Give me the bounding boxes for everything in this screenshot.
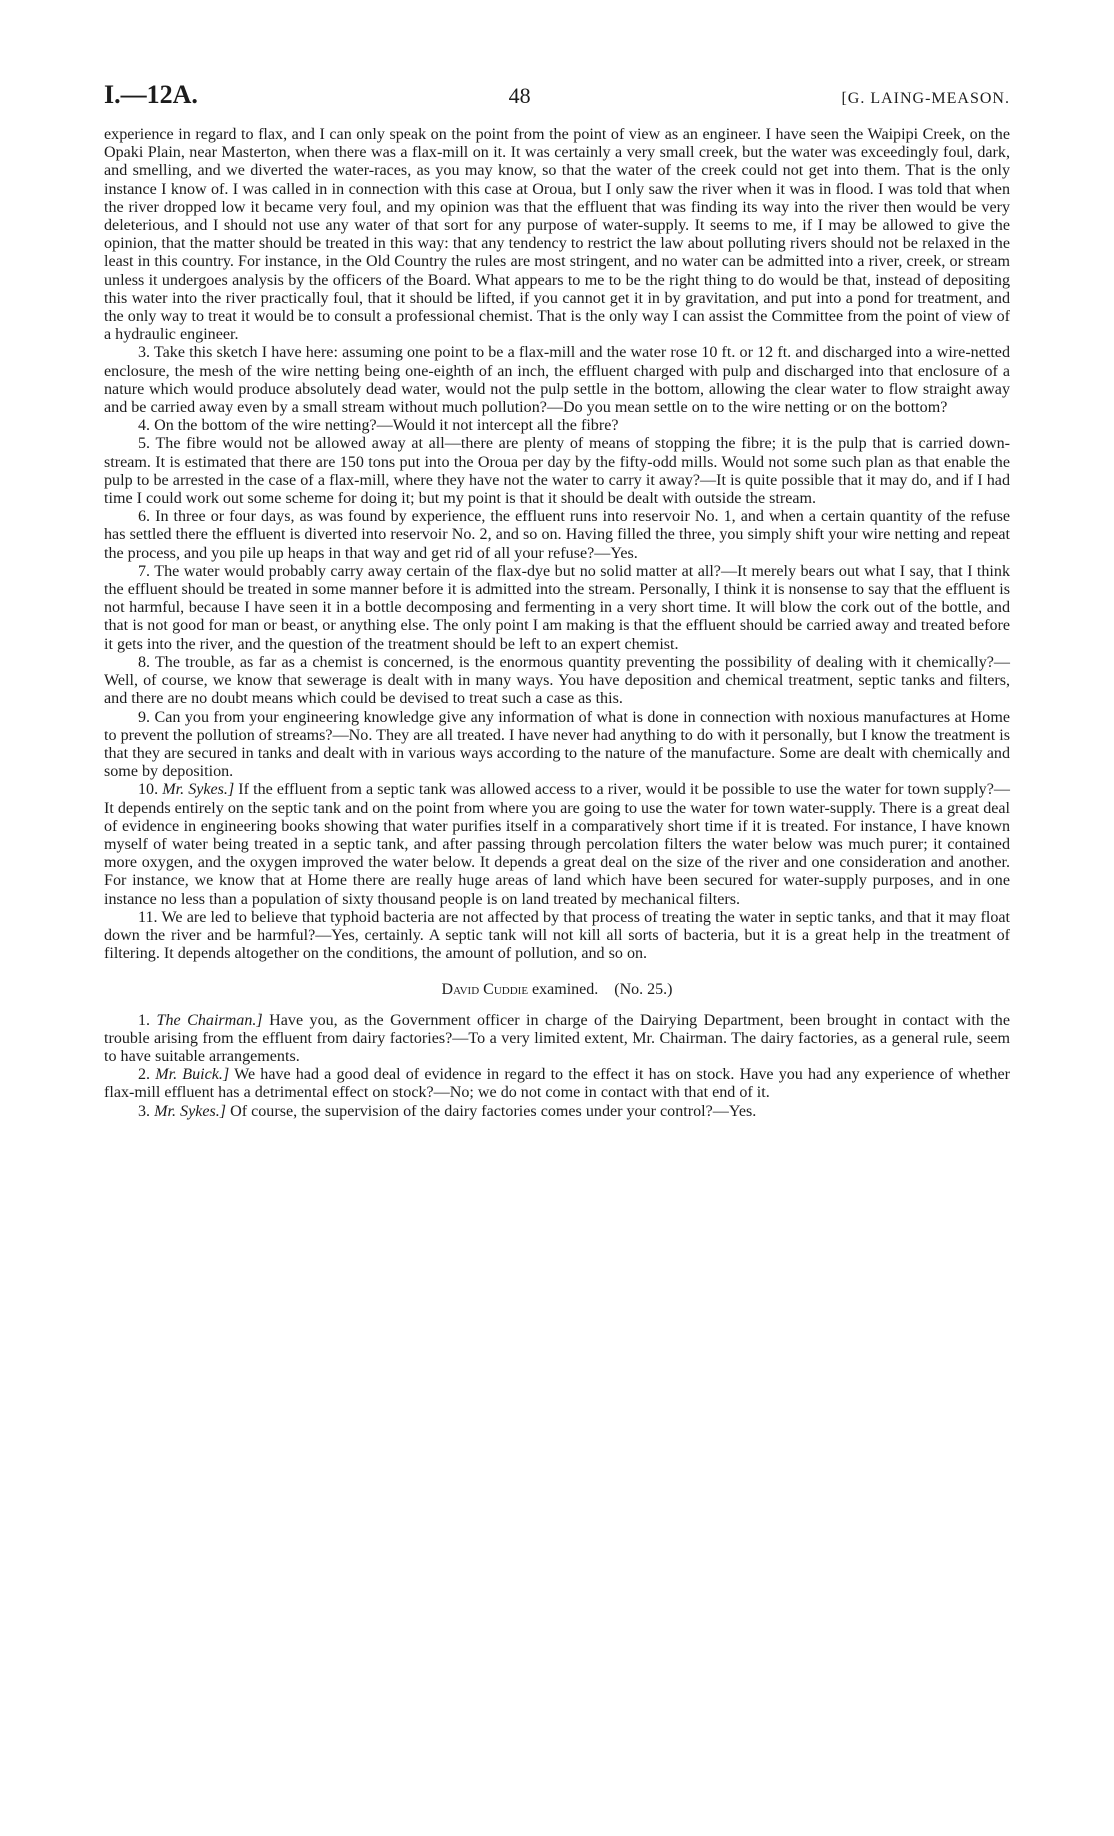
paragraph: 7. The water would probably carry away certain of the flax-dye but no solid matter at all?—It merely bears out what I say, that I think the effluent should be treated in some manner before it is admitted into the stream. Personally, I think it is nonsense to say that the effluent is not harmful, because I have seen it in a bottle decomposing and fermenting in a very short time. It will blow the cork out of the bottle, and that is not good for man or beast, or anything else. The only point I am making is that the effluent should be carried away and treated before it gets into the river, and the question of the treatment should be left to an expert chemist.: [104, 562, 1010, 653]
paragraph: experience in regard to flax, and I can only speak on the point from the point of view as an engineer. I have seen the Waipipi Creek, on the Opaki Plain, near Masterton, when there was a flax-mill on it. It was certainly a very small creek, but the water was exceedingly foul, dark, and smelling, and we diverted the water-races, as you may know, so that the water of the creek could not get into them. That is the only instance I know of. I was called in in connection with this case at Oroua, but I only saw the river when it was in flood. I was told that when the river dropped low it became very foul, and my opinion was that the effluent that was finding its way into the river then would be very deleterious, and I should not use any water of that sort for any purpose of water-supply. It seems to me, if I may be allowed to give the opinion, that the matter should be treated in this way: that any tendency to restrict the law about polluting rivers should not be relaxed in the least in this country. For instance, in the Old Country the rules are most stringent, and no water can be admitted into a river, creek, or stream unless it undergoes analysis by the officers of the Board. What appears to me to be the right thing to do would be that, instead of depositing this water into the river practically foul, that it should be lifted, if you cannot get it in by gravitation, and put into a pond for treatment, and the only way to treat it would be to consult a professional chemist. That is the only way I can assist the Committee from the point of view of a hydraulic engineer.: [104, 126, 1010, 344]
question-number: 3.: [138, 1102, 151, 1120]
document-page: [104, 80, 1010, 1121]
paragraph: 4. On the bottom of the wire netting?—Would it not intercept all the fibre?: [138, 417, 619, 435]
question-number: 2.: [138, 1066, 151, 1084]
witness-name: David Cuddie: [441, 981, 529, 999]
speaker-name: Mr. Sykes.]: [154, 1102, 227, 1120]
question-number: 10.: [138, 781, 159, 799]
body-text: [104, 126, 1010, 1121]
speaker-name: Mr. Buick.]: [155, 1066, 230, 1084]
paragraph-text: Of course, the supervision of the dairy factories comes under your control?—Yes.: [230, 1102, 757, 1120]
paper-reference: I.—12A.: [104, 80, 198, 109]
paragraph: [104, 1103, 1010, 1121]
witness-section-title: [104, 981, 1010, 999]
paragraph-text: Have you, as the Government officer in charge of the Dairying Department, been brought in contact with the trouble arising from the effluent from dairy factories?—To a very limited extent, Mr. Chairman. The dairy factories, as a general rule, seem to have suitable arrangements.: [104, 1011, 1010, 1065]
page-number: 48: [508, 83, 531, 108]
witness-name-header: [G. LAING-MEASON.: [841, 90, 1010, 107]
paragraph-text: We have had a good deal of evidence in regard to the effect it has on stock. Have you had any experience of whether flax-mill effluent has a detrimental effect on stock?—No; we do not come in contact with that end of it.: [104, 1066, 1010, 1102]
speaker-name: The Chairman.]: [156, 1011, 263, 1029]
paragraph: [104, 1012, 1010, 1067]
paragraph: [104, 781, 1010, 908]
paragraph: 5. The fibre would not be allowed away at all—there are plenty of means of stopping the fibre; it is the pulp that is carried down-stream. It is estimated that there are 150 tons put into the Oroua per day by the fifty-odd mills. Would not some such plan as that enable the pulp to be arrested in the case of a flax-mill, where they have not the water to carry it away?—It is quite possible that it may do, and if I had time I could work out some scheme for doing it; but my point is that it should be dealt with outside the stream.: [104, 435, 1010, 508]
paragraph: 11. We are led to believe that typhoid bacteria are not affected by that process of treating the water in septic tanks, and that it may float down the river and be harmful?—Yes, certainly. A septic tank will not kill all sorts of bacteria, but it is a great help in the treatment of filtering. It depends altogether on the conditions, the amount of pollution, and so on.: [104, 908, 1010, 963]
paragraph: [104, 1066, 1010, 1102]
page-header: [104, 80, 1010, 120]
speaker-name: Mr. Sykes.]: [162, 781, 235, 799]
paragraph: 6. In three or four days, as was found by experience, the effluent runs into reservoir No. 1, and when a certain quantity of the refuse has settled there the effluent is diverted into reservoir No. 2, and so on. Having filled the three, you simply shift your wire netting and repeat the process, and you pile up heaps in that way and get rid of all your refuse?—Yes.: [104, 508, 1010, 562]
question-number: 1.: [138, 1011, 151, 1029]
paragraph: 3. Take this sketch I have here: assuming one point to be a flax-mill and the water rose 10 ft. or 12 ft. and discharged into a wire-netted enclosure, the mesh of the wire netting being one-eighth of an inch, the effluent charged with pulp and discharged into that enclosure of a nature which would produce absolutely dead water, would not the pulp settle in the bottom, allowing the clear water to flow straight away and be carried away even by a small stream without much pollution?—Do you mean settle on to the wire netting or on the bottom?: [104, 344, 1010, 417]
witness-number: (No. 25.): [614, 981, 673, 999]
paragraph-text: If the effluent from a septic tank was allowed access to a river, would it be possible to use the water for town supply?—It depends entirely on the septic tank and on the point from where you are going to use the water for town water-supply. There is a great deal of evidence in engineering books showing that water purifies itself in a comparatively short time if it is treated. For instance, I have known myself of water being treated in a septic tank, and after passing through percolation filters the water below was much purer; it contained more oxygen, and the oxygen improved the water below. It depends a great deal on the size of the river and one consideration and another. For instance, we know that at Home there are really huge areas of land which have been secured for water-supply purposes, and in one instance no less than a population of sixty thousand people is on land treated by mechanical filters.: [104, 781, 1010, 908]
paragraph: 8. The trouble, as far as a chemist is concerned, is the enormous quantity preventing the possibility of dealing with it chemically?—Well, of course, we know that sewerage is dealt with in many ways. You have deposition and chemical treatment, septic tanks and filters, and there are no doubt means which could be devised to treat such a case as this.: [104, 653, 1010, 708]
examined-label: examined.: [532, 981, 599, 999]
paragraph: 9. Can you from your engineering knowledge give any information of what is done in connection with noxious manufactures at Home to prevent the pollution of streams?—No. They are all treated. I have never had anything to do with it personally, but I know the treatment is that they are secured in tanks and dealt with in various ways according to the nature of the manufacture. Some are dealt with chemically and some by deposition.: [104, 708, 1010, 781]
